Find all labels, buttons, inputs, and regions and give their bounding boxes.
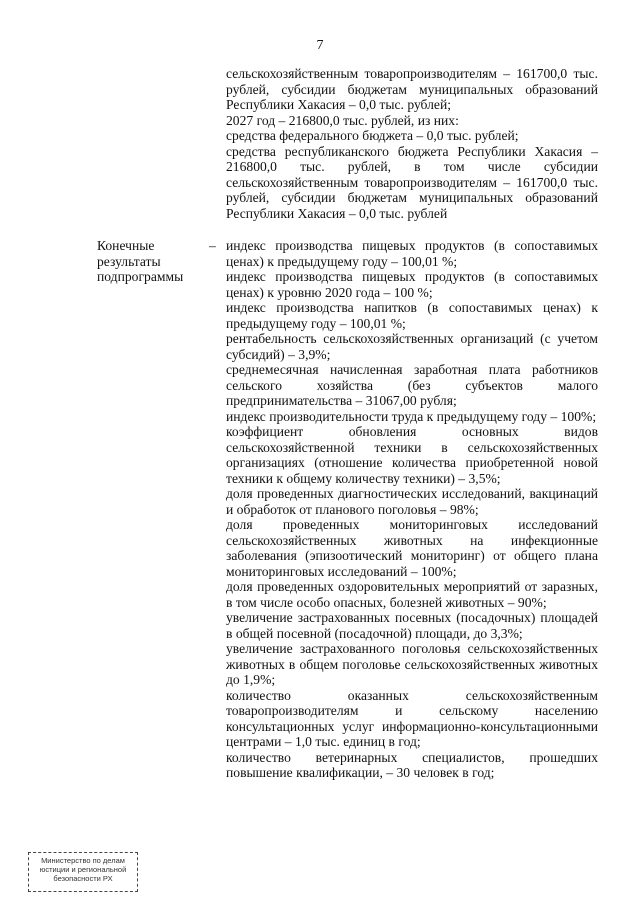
result-item: доля проведенных оздоровительных мероприятий от заразных, в том числе особо опасных, болезней животных – 90%; <box>226 579 598 610</box>
financing-paragraph: средства республиканского бюджета Республики Хакасия – 216800,0 тыс. рублей, в том числе субсидии сельскохозяйственным товаропроизводителям – 161700,0 тыс. рублей, субсидии бюджетам муниципальных образований Республики Хакасия – 0,0 тыс. рублей <box>226 143 598 221</box>
result-item: индекс производства пищевых продуктов (в сопоставимых ценах) к уровню 2020 года – 100 %; <box>226 269 598 300</box>
financing-continuation <box>226 66 598 221</box>
results-label: Конечные результаты подпрограммы <box>97 238 184 284</box>
results-list <box>226 238 598 781</box>
result-item: увеличение застрахованного поголовья сельскохозяйственных животных в общем поголовье сельскохозяйственных животных до 1,9%; <box>226 641 598 687</box>
stamp-line: юстиции и региональной <box>39 865 127 874</box>
result-item: количество ветеринарных специалистов, прошедших повышение квалификации, – 30 человек в год; <box>226 749 598 780</box>
result-item: доля проведенных мониторинговых исследований сельскохозяйственных животных на инфекционные заболевания (эпизоотический мониторинг) от общего плана мониторинговых исследований – 100%; <box>226 517 598 579</box>
result-item: индекс производительности труда к предыдущему году – 100%; <box>226 408 597 424</box>
result-item: среднемесячная начисленная заработная плата работников сельского хозяйства (без субъектов малого предпринимательства – 31067,00 рубля; <box>226 362 598 408</box>
financing-paragraph: сельскохозяйственным товаропроизводителям – 161700,0 тыс. рублей, субсидии бюджетам муниципальных образований Республики Хакасия – 0,0 тыс. рублей; <box>226 66 598 112</box>
result-item: индекс производства пищевых продуктов (в сопоставимых ценах) к предыдущему году – 100,01 %; <box>226 238 598 269</box>
result-item: индекс производства напитков (в сопоставимых ценах) к предыдущему году – 100,01 %; <box>226 300 598 331</box>
result-item: доля проведенных диагностических исследований, вакцинаций и обработок от планового поголовья – 98%; <box>226 486 598 517</box>
result-item: количество оказанных сельскохозяйственным товаропроизводителям и сельскому населению консультационных услуг информационно-консультационными центрами – 1,0 тыс. единиц в год; <box>226 687 598 749</box>
financing-paragraph: 2027 год – 216800,0 тыс. рублей, из них: <box>226 112 459 128</box>
financing-paragraph: средства федерального бюджета – 0,0 тыс. рублей; <box>226 128 519 143</box>
result-item: рентабельность сельскохозяйственных организаций (с учетом субсидий) – 3,9%; <box>226 331 598 362</box>
result-item: увеличение застрахованных посевных (посадочных) площадей в общей посевной (посадочной) площади, до 3,3%; <box>226 610 598 641</box>
stamp-line: безопасности РХ <box>53 874 113 883</box>
page-number: 7 <box>316 38 324 53</box>
results-dash: – <box>209 238 216 253</box>
result-item: коэффициент обновления основных видов сельскохозяйственной техники в сельскохозяйственных организациях (отношение количества приобретенной новой техники к общему количеству техники) – 3,5%; <box>226 424 598 486</box>
stamp-line: Министерство по делам <box>41 856 125 865</box>
ministry-stamp <box>28 852 138 892</box>
